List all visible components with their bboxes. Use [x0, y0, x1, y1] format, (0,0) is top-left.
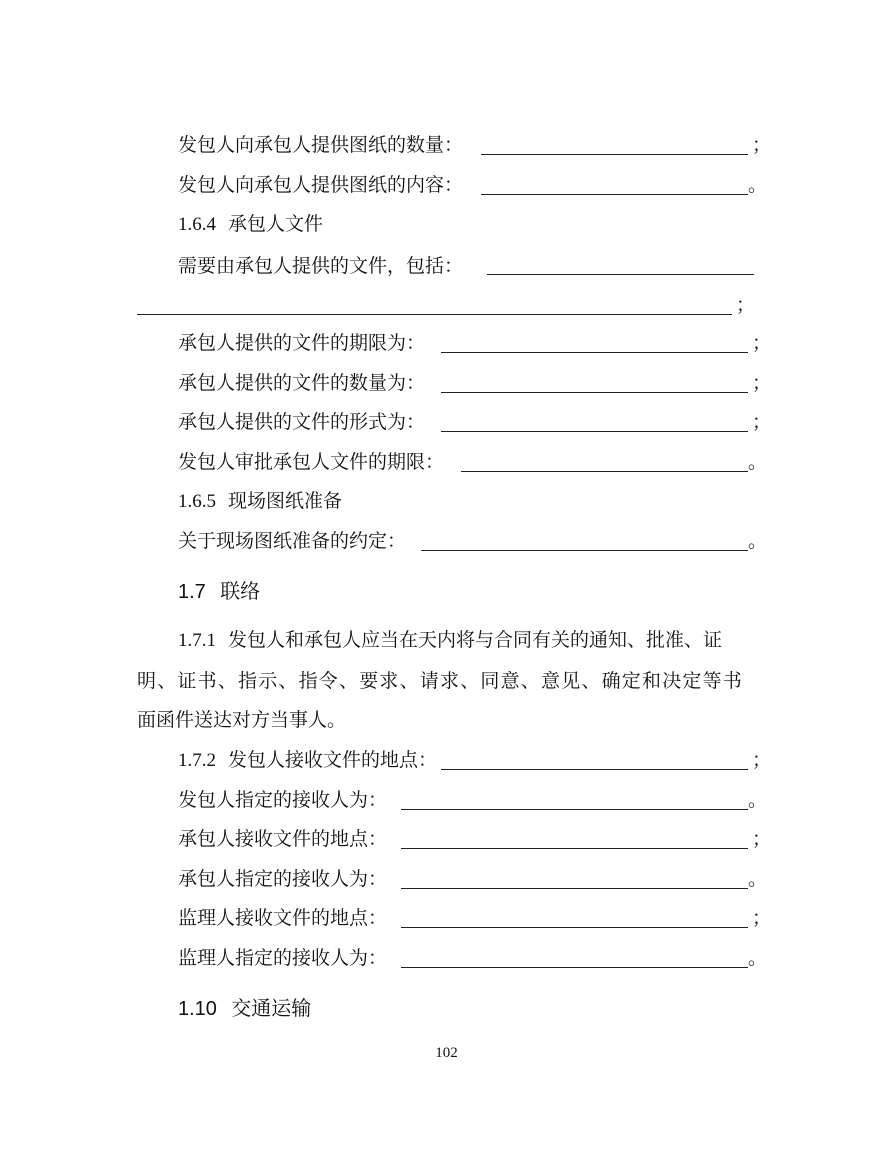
section-number: 1.10 — [178, 998, 217, 1020]
section-1-7-1-line-3: 面函件送达对方当事人。 — [137, 709, 347, 731]
period: 。 — [748, 530, 768, 552]
docs-include-label: 需要由承包人提供的文件，包括： — [178, 255, 464, 277]
supervisor-recipient-blank[interactable] — [401, 967, 748, 968]
site-drawings-label: 关于现场图纸准备的约定： — [178, 530, 407, 552]
docs-form-label: 承包人提供的文件的形式为： — [178, 411, 426, 433]
contractor-place-blank[interactable] — [401, 848, 748, 849]
section-1-6-5-heading — [178, 488, 342, 515]
docs-quantity-label: 承包人提供的文件的数量为： — [178, 372, 426, 394]
semicolon: ； — [736, 294, 756, 316]
paragraph-text: 发包人和承包人应当在天内将与合同有关的通知、批准、证 — [228, 629, 723, 651]
drawings-quantity-blank[interactable] — [481, 154, 748, 155]
semicolon: ； — [752, 907, 772, 929]
docs-include-blank-2[interactable] — [137, 314, 732, 315]
section-1-7-1-line-1 — [178, 627, 722, 654]
section-1-7-1-line-2: 明、证书、指示、指令、要求、请求、同意、意见、确定和决定等书 — [137, 670, 744, 692]
section-title: 交通运输 — [231, 996, 312, 1020]
period: 。 — [748, 174, 768, 196]
section-number: 1.6.5 — [178, 491, 216, 512]
docs-review-blank[interactable] — [461, 471, 748, 472]
drawings-content-label: 发包人向承包人提供图纸的内容： — [178, 174, 464, 196]
employer-recipient-blank[interactable] — [401, 809, 748, 810]
section-1-7-heading — [178, 578, 260, 605]
period: 。 — [748, 868, 768, 890]
semicolon: ； — [752, 134, 772, 156]
drawings-quantity-label: 发包人向承包人提供图纸的数量： — [178, 134, 464, 156]
page-number: 102 — [435, 1045, 458, 1061]
docs-form-blank[interactable] — [441, 431, 748, 432]
docs-review-label: 发包人审批承包人文件的期限： — [178, 451, 445, 473]
supervisor-place-label: 监理人接收文件的地点： — [178, 907, 388, 929]
docs-deadline-blank[interactable] — [441, 352, 748, 353]
semicolon: ； — [752, 749, 772, 771]
contractor-place-label: 承包人接收文件的地点： — [178, 828, 388, 850]
period: 。 — [748, 789, 768, 811]
supervisor-place-blank[interactable] — [401, 927, 748, 928]
employer-recipient-label: 发包人指定的接收人为： — [178, 789, 388, 811]
section-1-7-2-line — [178, 747, 437, 774]
section-number: 1.6.4 — [178, 214, 216, 235]
section-1-6-4-heading — [178, 211, 323, 238]
site-drawings-blank[interactable] — [421, 550, 748, 551]
semicolon: ； — [752, 828, 772, 850]
drawings-content-blank[interactable] — [481, 194, 748, 195]
section-number: 1.7 — [178, 581, 206, 603]
period: 。 — [748, 451, 768, 473]
section-1-10-heading — [178, 995, 311, 1022]
semicolon: ； — [752, 372, 772, 394]
docs-quantity-blank[interactable] — [441, 392, 748, 393]
contractor-recipient-label: 承包人指定的接收人为： — [178, 868, 388, 890]
section-number: 1.7.2 — [178, 750, 216, 771]
section-number: 1.7.1 — [178, 630, 216, 651]
contractor-recipient-blank[interactable] — [401, 888, 748, 889]
section-title: 现场图纸准备 — [228, 490, 343, 512]
period: 。 — [748, 947, 768, 969]
employer-place-label: 发包人接收文件的地点： — [228, 749, 438, 771]
section-title: 承包人文件 — [228, 213, 324, 235]
employer-place-blank[interactable] — [441, 769, 748, 770]
docs-deadline-label: 承包人提供的文件的期限为： — [178, 332, 426, 354]
semicolon: ； — [752, 411, 772, 433]
docs-include-blank-1[interactable] — [487, 274, 754, 275]
supervisor-recipient-label: 监理人指定的接收人为： — [178, 947, 388, 969]
semicolon: ； — [752, 332, 772, 354]
section-title: 联络 — [220, 579, 261, 603]
